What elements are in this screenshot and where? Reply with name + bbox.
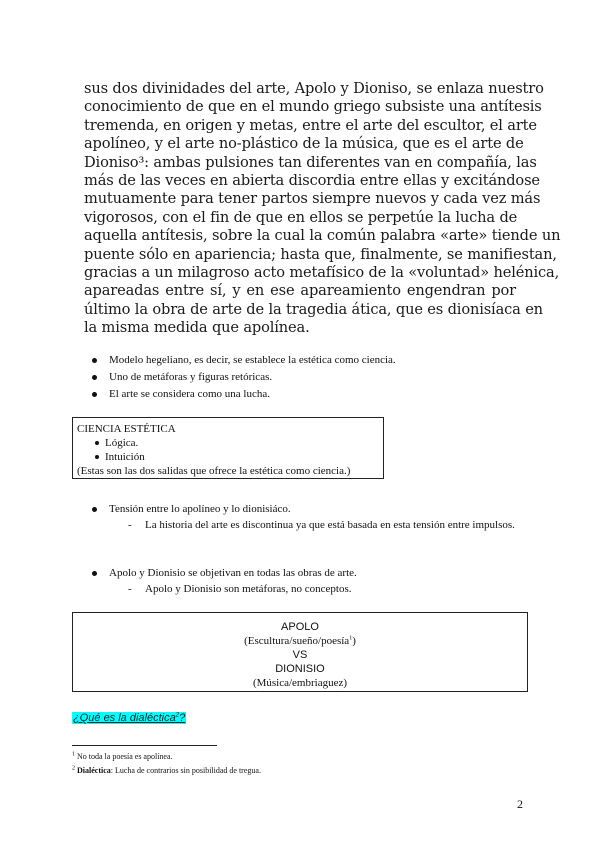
box-list — [77, 436, 379, 464]
excerpt-line: apareadas entre sí, y en ese apareamiento engendran por — [84, 282, 516, 300]
apolo-attributes-text: (Escultura/sueño/poesía — [244, 635, 350, 647]
page-number: 2 — [517, 797, 523, 811]
footnote-text: : Lucha de contrarios sin posibilidad de tregua. — [110, 766, 261, 775]
question-text: ¿Qué es la dialéctica — [73, 712, 176, 724]
bullet-tension — [92, 501, 532, 533]
excerpt-line: sus dos divinidades del arte, Apolo y Dioniso, se enlaza nuestro — [84, 80, 544, 97]
excerpt-line: vigorosos, con el fin de que en ellos se perpetúe la lucha de — [84, 208, 518, 226]
question-end: ? — [179, 712, 186, 724]
list-item: Modelo hegeliano, es decir, se establece la estética como ciencia. — [92, 352, 396, 369]
dionisio-heading: DIONISIO — [275, 663, 325, 675]
apolo-attributes-end: ) — [352, 635, 356, 647]
apolo-heading: APOLO — [281, 621, 319, 633]
sub-list-item: - Apolo y Dionisio son metáforas, no conceptos. — [92, 581, 532, 597]
bullet-apolo-dionisio — [92, 565, 532, 597]
list-item: Tensión entre lo apolíneo y lo dionisiáco. — [92, 501, 532, 517]
excerpt-line: Dioniso³: ambas pulsiones tan diferentes van en compañía, las — [84, 153, 537, 171]
box-title: CIENCIA ESTÉTICA — [77, 423, 176, 435]
footnote-separator — [72, 745, 217, 746]
list-item: Apolo y Dionisio se objetivan en todas las obras de arte. — [92, 565, 532, 581]
list-item: Intuición — [77, 450, 379, 464]
excerpt-line: aquella antítesis, sobre la cual la común palabra «arte» tiende un — [84, 227, 561, 245]
footnote-text: No toda la poesía es apolínea. — [75, 752, 173, 761]
excerpt-line: la misma medida que apolínea. — [84, 319, 310, 337]
excerpt-line: último la obra de arte de la tragedia ática, que es dionisíaca en — [84, 300, 543, 318]
box-note: (Estas son las dos salidas que ofrece la estética como ciencia.) — [77, 465, 351, 477]
excerpt-line: puente sólo en apariencia; hasta que, finalmente, se manifiestan, — [84, 245, 557, 263]
ciencia-estetica-box — [72, 417, 384, 479]
scanned-excerpt — [84, 80, 561, 338]
list-item: El arte se considera como una lucha. — [92, 386, 396, 403]
footnote-1 — [72, 752, 173, 762]
excerpt-line: tremenda, en origen y metas, entre el arte del escultor, el arte — [84, 116, 537, 134]
excerpt-line: conocimiento de que en el mundo griego subsiste una antítesis — [84, 98, 542, 116]
footnote-number: 2 — [72, 765, 75, 772]
apolo-vs-dionisio-box — [72, 612, 528, 692]
footnote-number: 1 — [72, 751, 75, 758]
list-item: Lógica. — [77, 436, 379, 450]
dionisio-attributes: (Música/embriaguez) — [252, 677, 348, 689]
bullet-list-features — [92, 352, 396, 403]
footnote-term: Dialéctica — [77, 766, 111, 775]
excerpt-line: más de las veces en abierta discordia entre ellas y excitándose — [84, 172, 540, 190]
excerpt-line: gracias a un milagroso acto metafísico de la «voluntad» helénica, — [84, 264, 560, 282]
footnote-2 — [72, 766, 261, 776]
apolo-attributes — [73, 634, 527, 648]
excerpt-line: apolíneo, y el arte no-plástico de la música, que es el arte de — [84, 135, 524, 153]
list-item: Uno de metáforas y figuras retóricas. — [92, 369, 396, 386]
footnote-ref: 1 — [349, 635, 353, 642]
sub-list-item: - La historia del arte es discontinua ya que está basada en esta tensión entre impulsos. — [92, 517, 532, 533]
versus-label: VS — [292, 649, 308, 661]
question-highlight — [72, 712, 186, 724]
excerpt-line: mutuamente para tener partos siempre nuevos y cada vez más — [84, 190, 541, 208]
footnote-ref: 2 — [175, 712, 180, 719]
